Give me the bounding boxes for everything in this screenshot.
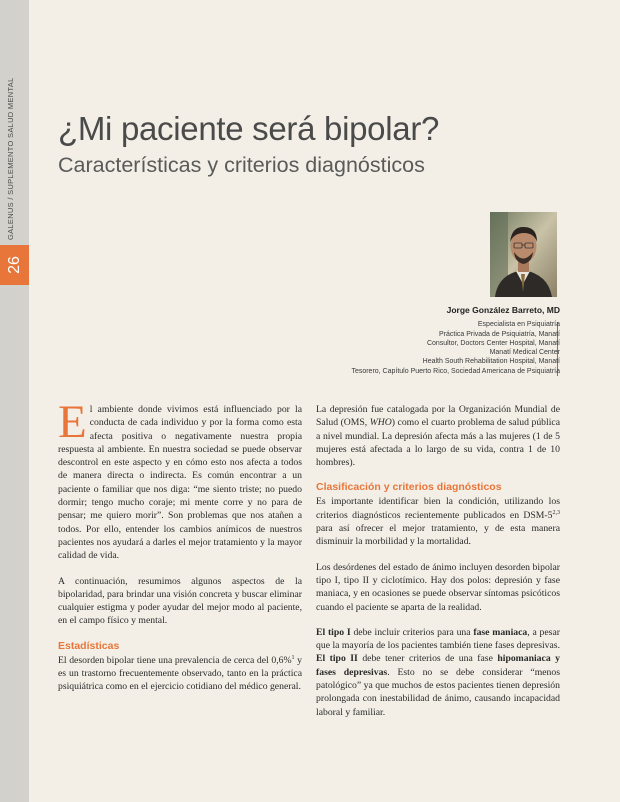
author-photo (490, 212, 557, 297)
author-affiliation: Tesorero, Capítulo Puerto Rico, Sociedad Americana de Psiquiatría (351, 367, 560, 375)
who-text-b: ) como el cuarto problema de salud pública a nivel mundial. La depresión afecta más a las mujeres (1 de 5 mujeres está afectada a lo largo de su vida, contra 1 de 10 hombres). (316, 417, 560, 469)
author-block (351, 306, 560, 376)
author-affiliation: Especialista en Psiquiatría (477, 321, 560, 329)
summary-paragraph: A continuación, resumimos algunos aspectos de la bipolaridad, para brindar una visión concreta y buscar eliminar cualquier estigma y poder ayudar del mejor modo al paciente, en el campo físico y mental. (58, 575, 302, 627)
running-head: GALENUS / SUPLEMENTO SALUD MENTAL (6, 77, 15, 240)
sidebar (0, 0, 29, 802)
bold-term: El tipo I (316, 626, 351, 638)
body-column-right (316, 403, 560, 719)
author-affiliation: Health South Rehabilitation Hospital, Manatí (422, 358, 560, 366)
page-number: 26 (6, 256, 23, 274)
types-paragraph (316, 626, 560, 719)
author-affiliation: Práctica Privada de Psiquiatría, Manatí (438, 330, 560, 338)
types-text: , a pesar que la mayoría de los pacientes también tiene fases depresivas. (316, 626, 560, 652)
author-affiliation: Consultor, Doctors Center Hospital, Manatí (426, 339, 560, 347)
footnote-ref: 2,3 (552, 509, 560, 516)
bold-term: El tipo II (316, 653, 358, 665)
types-text: debe incluir criterios para una (350, 626, 474, 638)
heading-statistics: Estadísticas (58, 639, 120, 652)
body-column-left (58, 396, 302, 694)
disorders-paragraph: Los desórdenes del estado de ánimo incluyen desorden bipolar tipo I, tipo II y ciclotímico. Hay dos polos: depresión y fase maniaca, y en ocasiones se puede observar síntomas psicóticos cuando el paciente se aparta de la realidad. (316, 561, 560, 613)
page-number-box (0, 245, 29, 285)
who-paragraph (316, 403, 560, 469)
intro-paragraph (58, 396, 302, 563)
article-title: ¿Mi paciente será bipolar? (58, 110, 440, 147)
drop-cap: E (58, 396, 87, 448)
article-subtitle: Características y criterios diagnósticos (58, 153, 425, 177)
author-affiliation: Manatí Medical Center (489, 349, 560, 357)
statistics-paragraph (58, 654, 302, 694)
who-acronym: WHO (369, 417, 392, 429)
footnote-ref: 1 (291, 654, 295, 661)
classification-paragraph (316, 495, 560, 548)
author-name: Jorge González Barreto, MD (446, 305, 560, 315)
types-text: . Esto no se debe considerar “menos patológico” ya que muchos de estos pacientes tienen depresión prolongada con inestabilidad de ánimo, causando incapacidad laboral y familiar. (316, 666, 560, 718)
bold-term: hipomaniaca y fases depresivas (316, 653, 560, 678)
types-text: debe tener criterios de una fase (357, 653, 498, 665)
heading-classification: Clasificación y criterios diagnósticos (316, 481, 502, 494)
intro-text: l ambiente donde vivimos está influenciado por la conducta de cada individuo y por la forma como esta afecta positiva o negativamente nuestra propia respuesta al ambiente. En nuestra sociedad se puede observar descontrol en este aspecto y en cómo esto nos afecta a todos de manera directa o indirecta. Es común encontrar a un paciente o familiar que nos diga: “me siento triste; no puedo dormir; tengo mucho coraje; mi mente corre y no para de pensar; me quiero morir”. Son problemas que nos atañen a todos. Por ello, entender los cambios anímicos de nuestros pacientes nos ayudará a darles el mejor tratamiento y la mayor calidad de vida. (58, 404, 302, 562)
stats-text-b: y es un trastorno frecuentemente observado, tanto en la práctica psiquiátrica como en el ejercicio cotidiano del médico general. (58, 654, 302, 693)
who-text-a: La depresión fue catalogada por la Organización Mundial de Salud (OMS, (316, 404, 560, 429)
bold-term: fase maniaca (473, 626, 528, 638)
class-text-b: para así ofrecer el mejor tratamiento, y de esta manera disminuir la morbilidad y la mortalidad. (316, 523, 560, 548)
stats-text-a: El desorden bipolar tiene una prevalencia de cerca del 0,6% (58, 654, 292, 666)
class-text-a: Es importante identificar bien la condición, utilizando los criterios diagnósticos recientemente publicados en DSM-5 (316, 496, 560, 521)
